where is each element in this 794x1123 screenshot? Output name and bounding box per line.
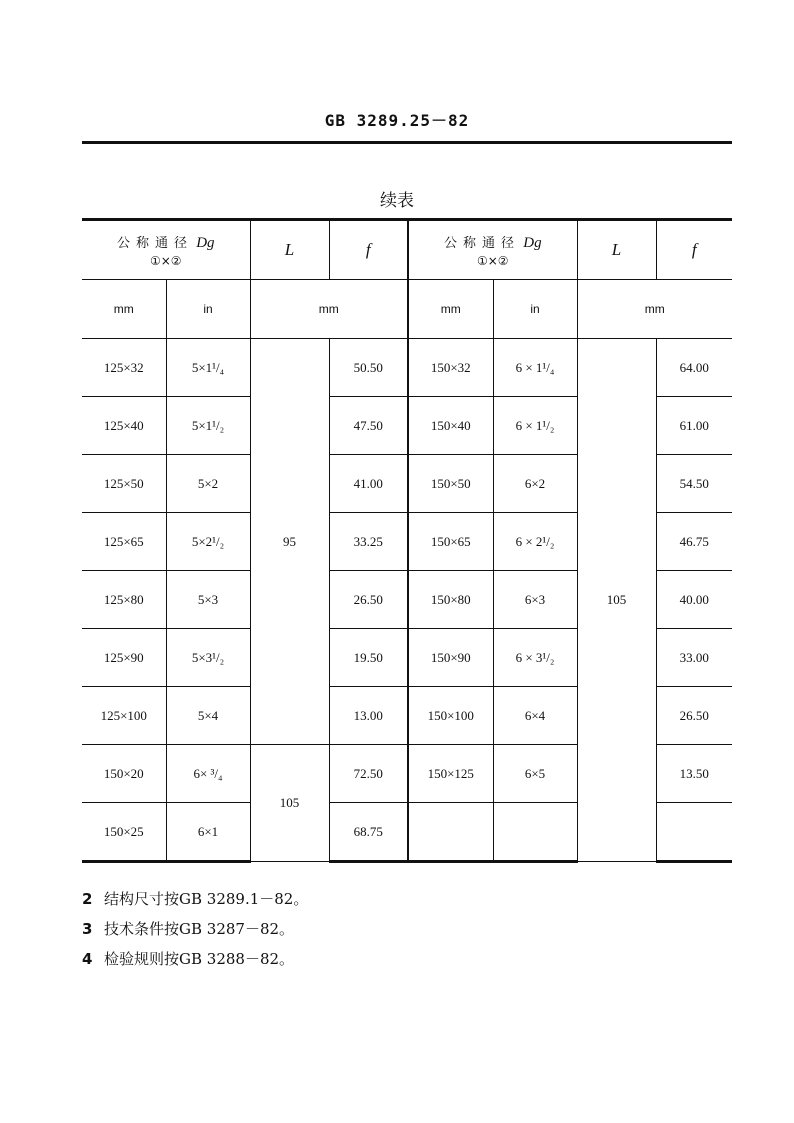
left-f-cell: 47.50 bbox=[329, 397, 408, 455]
left-in-cell: 5×3¹/₂ bbox=[166, 629, 250, 687]
L-symbol: L bbox=[284, 240, 295, 259]
right-in-cell bbox=[493, 803, 577, 862]
right-in-cell: 6 × 3¹/₂ bbox=[493, 629, 577, 687]
right-L-header bbox=[577, 220, 656, 280]
note-number: 3 bbox=[82, 920, 93, 938]
right-mm-cell: 150×80 bbox=[408, 571, 493, 629]
left-mm-cell: 125×32 bbox=[82, 339, 166, 397]
right-unit-in: in bbox=[493, 280, 577, 339]
left-mm-cell: 125×50 bbox=[82, 455, 166, 513]
f-symbol: f bbox=[365, 240, 371, 259]
note-number: 4 bbox=[82, 950, 93, 968]
left-in-cell: 5×1¹/₂ bbox=[166, 397, 250, 455]
note-line bbox=[82, 944, 308, 974]
right-in-cell: 6 × 1¹/₂ bbox=[493, 397, 577, 455]
header-row bbox=[82, 220, 732, 280]
right-f-cell: 40.00 bbox=[656, 571, 732, 629]
dg-subscript: ①×② bbox=[149, 254, 182, 268]
left-dg-header bbox=[82, 220, 250, 280]
table-row bbox=[82, 339, 732, 397]
left-mm-cell: 125×100 bbox=[82, 687, 166, 745]
spec-table bbox=[82, 218, 732, 863]
dg-name: 公称通径 bbox=[443, 236, 520, 251]
left-f-cell: 33.25 bbox=[329, 513, 408, 571]
right-f-cell: 26.50 bbox=[656, 687, 732, 745]
right-mm-cell bbox=[408, 803, 493, 862]
left-unit-mm-Lf: mm bbox=[250, 280, 408, 339]
left-f-header bbox=[329, 220, 408, 280]
left-mm-cell: 150×25 bbox=[82, 803, 166, 862]
left-in-cell: 6× ³/₄ bbox=[166, 745, 250, 803]
right-in-cell: 6 × 2¹/₂ bbox=[493, 513, 577, 571]
dg-symbol: Dg bbox=[523, 235, 542, 251]
right-f-cell bbox=[656, 803, 732, 862]
right-in-cell: 6×4 bbox=[493, 687, 577, 745]
right-f-cell: 64.00 bbox=[656, 339, 732, 397]
left-mm-cell: 125×80 bbox=[82, 571, 166, 629]
note-text: 技术条件按GB 3287－82。 bbox=[104, 920, 295, 938]
notes bbox=[82, 884, 308, 974]
right-mm-cell: 150×40 bbox=[408, 397, 493, 455]
right-mm-cell: 150×125 bbox=[408, 745, 493, 803]
dg-name: 公称通径 bbox=[116, 236, 193, 251]
left-unit-mm: mm bbox=[82, 280, 166, 339]
right-L-cell-105: 105 bbox=[577, 339, 656, 862]
left-in-cell: 5×3 bbox=[166, 571, 250, 629]
right-dg-header bbox=[408, 220, 577, 280]
left-L-header bbox=[250, 220, 329, 280]
left-unit-in: in bbox=[166, 280, 250, 339]
right-unit-mm: mm bbox=[408, 280, 493, 339]
left-f-cell: 68.75 bbox=[329, 803, 408, 862]
left-mm-cell: 125×40 bbox=[82, 397, 166, 455]
unit-row bbox=[82, 280, 732, 339]
left-f-cell: 19.50 bbox=[329, 629, 408, 687]
right-mm-cell: 150×90 bbox=[408, 629, 493, 687]
right-in-cell: 6×2 bbox=[493, 455, 577, 513]
right-f-cell: 13.50 bbox=[656, 745, 732, 803]
right-in-cell: 6 × 1¹/₄ bbox=[493, 339, 577, 397]
header-rule bbox=[82, 141, 732, 144]
right-in-cell: 6×5 bbox=[493, 745, 577, 803]
left-f-cell: 72.50 bbox=[329, 745, 408, 803]
left-in-cell: 5×2¹/₂ bbox=[166, 513, 250, 571]
right-f-cell: 33.00 bbox=[656, 629, 732, 687]
right-in-cell: 6×3 bbox=[493, 571, 577, 629]
right-f-cell: 54.50 bbox=[656, 455, 732, 513]
note-number: 2 bbox=[82, 890, 93, 908]
right-f-header bbox=[656, 220, 732, 280]
right-f-cell: 46.75 bbox=[656, 513, 732, 571]
note-line bbox=[82, 884, 308, 914]
right-mm-cell: 150×100 bbox=[408, 687, 493, 745]
right-mm-cell: 150×32 bbox=[408, 339, 493, 397]
right-mm-cell: 150×50 bbox=[408, 455, 493, 513]
left-mm-cell: 150×20 bbox=[82, 745, 166, 803]
left-in-cell: 6×1 bbox=[166, 803, 250, 862]
left-L-cell-95: 95 bbox=[250, 339, 329, 745]
table-caption: 续表 bbox=[380, 191, 414, 211]
left-f-cell: 26.50 bbox=[329, 571, 408, 629]
left-in-cell: 5×2 bbox=[166, 455, 250, 513]
right-mm-cell: 150×65 bbox=[408, 513, 493, 571]
left-mm-cell: 125×90 bbox=[82, 629, 166, 687]
L-symbol: L bbox=[611, 240, 622, 259]
note-text: 检验规则按GB 3288－82。 bbox=[104, 950, 295, 968]
note-text: 结构尺寸按GB 3289.1－82。 bbox=[104, 890, 309, 908]
right-f-cell: 61.00 bbox=[656, 397, 732, 455]
left-L-cell-105: 105 bbox=[250, 745, 329, 862]
left-in-cell: 5×4 bbox=[166, 687, 250, 745]
left-f-cell: 13.00 bbox=[329, 687, 408, 745]
dg-subscript: ①×② bbox=[476, 254, 509, 268]
left-f-cell: 41.00 bbox=[329, 455, 408, 513]
standard-code: GB 3289.25－82 bbox=[324, 111, 470, 130]
f-symbol: f bbox=[691, 240, 697, 259]
left-in-cell: 5×1¹/₄ bbox=[166, 339, 250, 397]
dg-symbol: Dg bbox=[196, 235, 215, 251]
right-unit-mm-Lf: mm bbox=[577, 280, 732, 339]
note-line bbox=[82, 914, 308, 944]
left-f-cell: 50.50 bbox=[329, 339, 408, 397]
left-mm-cell: 125×65 bbox=[82, 513, 166, 571]
